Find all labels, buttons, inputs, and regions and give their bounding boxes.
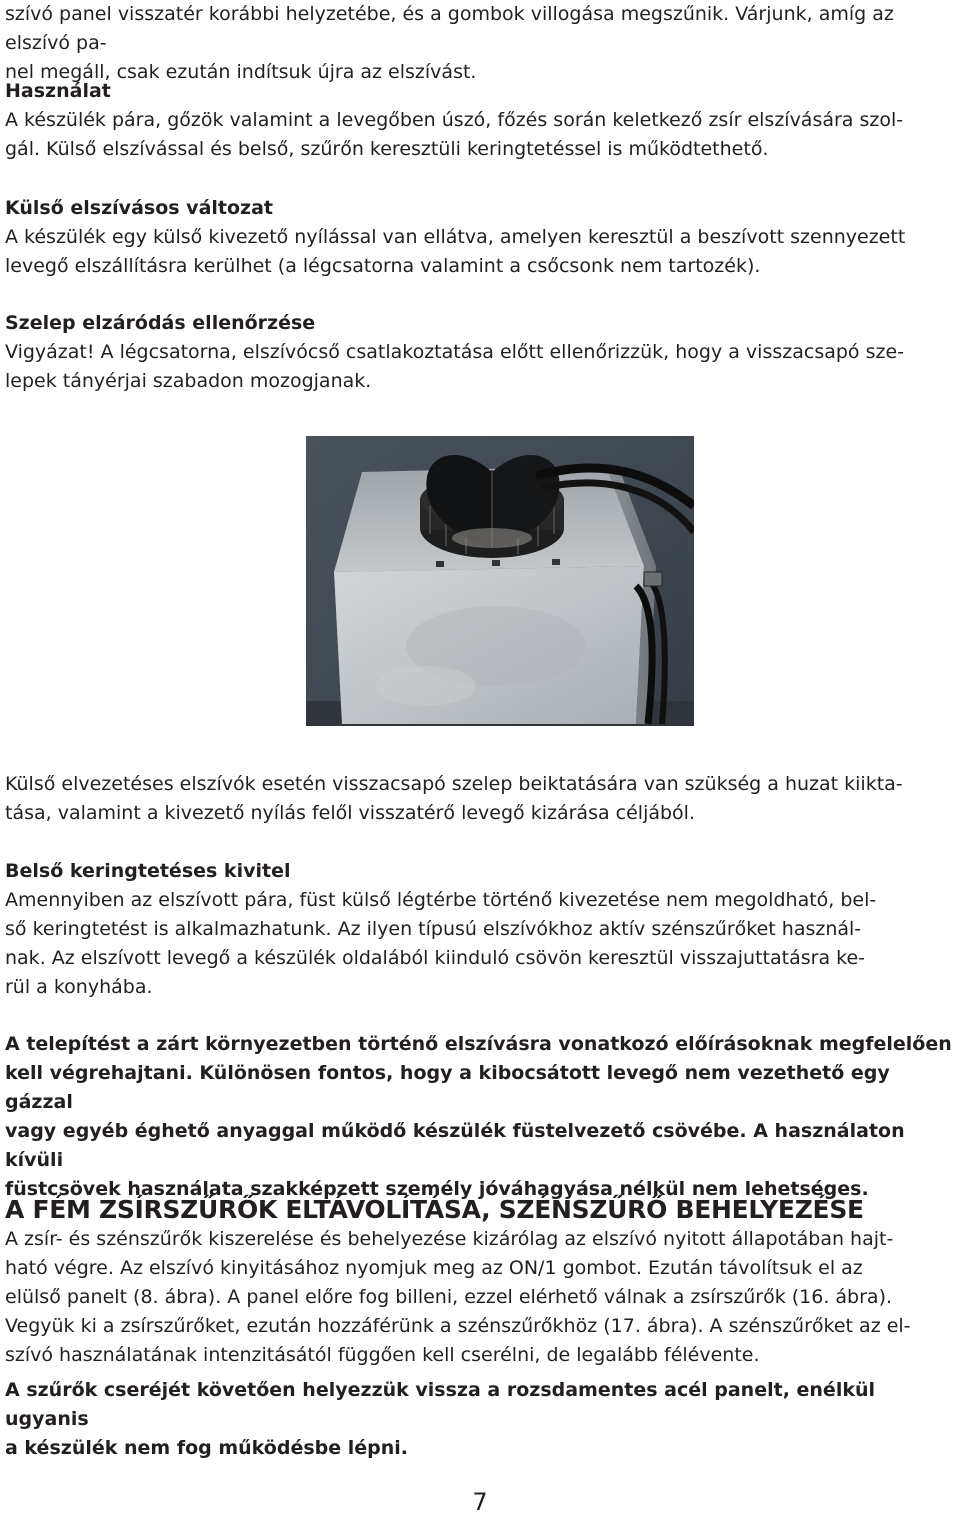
- section-heading: Szelep elzáródás ellenőrzése: [5, 312, 316, 334]
- text-line: ső keringtetést is alkalmazhatunk. Az ilyen típusú elszívókhoz aktív szénszűrőket használ-: [5, 918, 862, 940]
- section-hasznalat: [5, 77, 959, 164]
- text-line: szívó használatának intenzitásától függően kell cserélni, de legalább félévente.: [5, 1344, 760, 1366]
- text-line: A készülék egy külső kivezető nyílással van ellátva, amelyen keresztül a beszívott szennyezett: [5, 226, 906, 248]
- intro-line: nel megáll, csak ezután indítsuk újra az elszívást.: [5, 61, 477, 83]
- warning-line: füstcsövek használata szakképzett személy jóváhagyása nélkül nem lehetséges.: [5, 1178, 869, 1200]
- range-hood-motor-photo: [306, 436, 694, 726]
- text-line: gál. Külső elszívással és belső, szűrőn keresztüli keringtetéssel is működtethető.: [5, 138, 769, 160]
- warning-line: vagy egyéb éghető anyaggal működő készülék füstelvezető csövébe. A használaton kívüli: [5, 1120, 905, 1171]
- section-belso: [5, 857, 959, 1002]
- section-heading: Külső elszívásos változat: [5, 197, 273, 219]
- text-line: elülső panelt (8. ábra). A panel előre fog billeni, ezzel elérhető válnak a zsírszűrők (16. ábra).: [5, 1286, 893, 1308]
- warning-line: kell végrehajtani. Különösen fontos, hogy a kibocsátott levegő nem vezethető egy gázzal: [5, 1062, 890, 1113]
- section-heading: Használat: [5, 80, 111, 102]
- text-line: ható végre. Az elszívó kinyitásához nyomjuk meg az ON/1 gombot. Ezután távolítsuk el az: [5, 1257, 863, 1279]
- text-line: Vegyük ki a zsírszűrőket, ezután hozzáférünk a szénszűrőkhöz (17. ábra). A szénszűrőket az el-: [5, 1315, 911, 1337]
- intro-paragraph: [5, 0, 959, 87]
- text-line: tása, valamint a kivezető nyílás felől visszatérő levegő kizárása céljából.: [5, 802, 695, 824]
- bold-line: A szűrők cseréjét követően helyezzük vissza a rozsdamentes acél panelt, enélkül ugyanis: [5, 1379, 876, 1430]
- text-line: Külső elvezetéses elszívók esetén visszacsapó szelep beiktatására van szükség a huzat kiikta-: [5, 773, 903, 795]
- warning-line: A telepítést a zárt környezetben történő elszívásra vonatkozó előírásoknak megfelelően: [5, 1033, 952, 1055]
- text-line: nak. Az elszívott levegő a készülék oldalából kiinduló csövön keresztül visszajuttatásra ke-: [5, 947, 865, 969]
- section-kulso: [5, 194, 959, 281]
- section-filters: [5, 1195, 959, 1463]
- text-line: A zsír- és szénszűrők kiszerelése és behelyezése kizárólag az elszívó nyitott állapotában hajt-: [5, 1228, 894, 1250]
- section-heading: Belső keringtetéses kivitel: [5, 860, 291, 882]
- valve-note-paragraph: [5, 770, 959, 828]
- text-line: rül a konyhába.: [5, 976, 153, 998]
- section-szelep: [5, 309, 959, 396]
- intro-line: szívó panel visszatér korábbi helyzetébe, és a gombok villogása megszűnik. Várjunk, amíg az elszívó pa-: [5, 3, 894, 54]
- bold-line: a készülék nem fog működésbe lépni.: [5, 1437, 409, 1459]
- text-line: levegő elszállításra kerülhet (a légcsatorna valamint a csőcsonk nem tartozék).: [5, 255, 761, 277]
- page-number: 7: [472, 1488, 488, 1516]
- text-line: Vigyázat! A légcsatorna, elszívócső csatlakoztatása előtt ellenőrizzük, hogy a visszacsapó sze-: [5, 341, 905, 363]
- installation-warning: [5, 1030, 959, 1204]
- text-line: lepek tányérjai szabadon mozogjanak.: [5, 370, 372, 392]
- section-title: A FÉM ZSÍRSZŰRŐK ELTÁVOLÍTÁSA, SZÉNSZŰRŐ BEHELYEZÉSE: [5, 1195, 864, 1224]
- text-line: A készülék pára, gőzök valamint a levegőben úszó, főzés során keletkező zsír elszívására szol-: [5, 109, 904, 131]
- text-line: Amennyiben az elszívott pára, füst külső légtérbe történő kivezetése nem megoldható, bel-: [5, 889, 877, 911]
